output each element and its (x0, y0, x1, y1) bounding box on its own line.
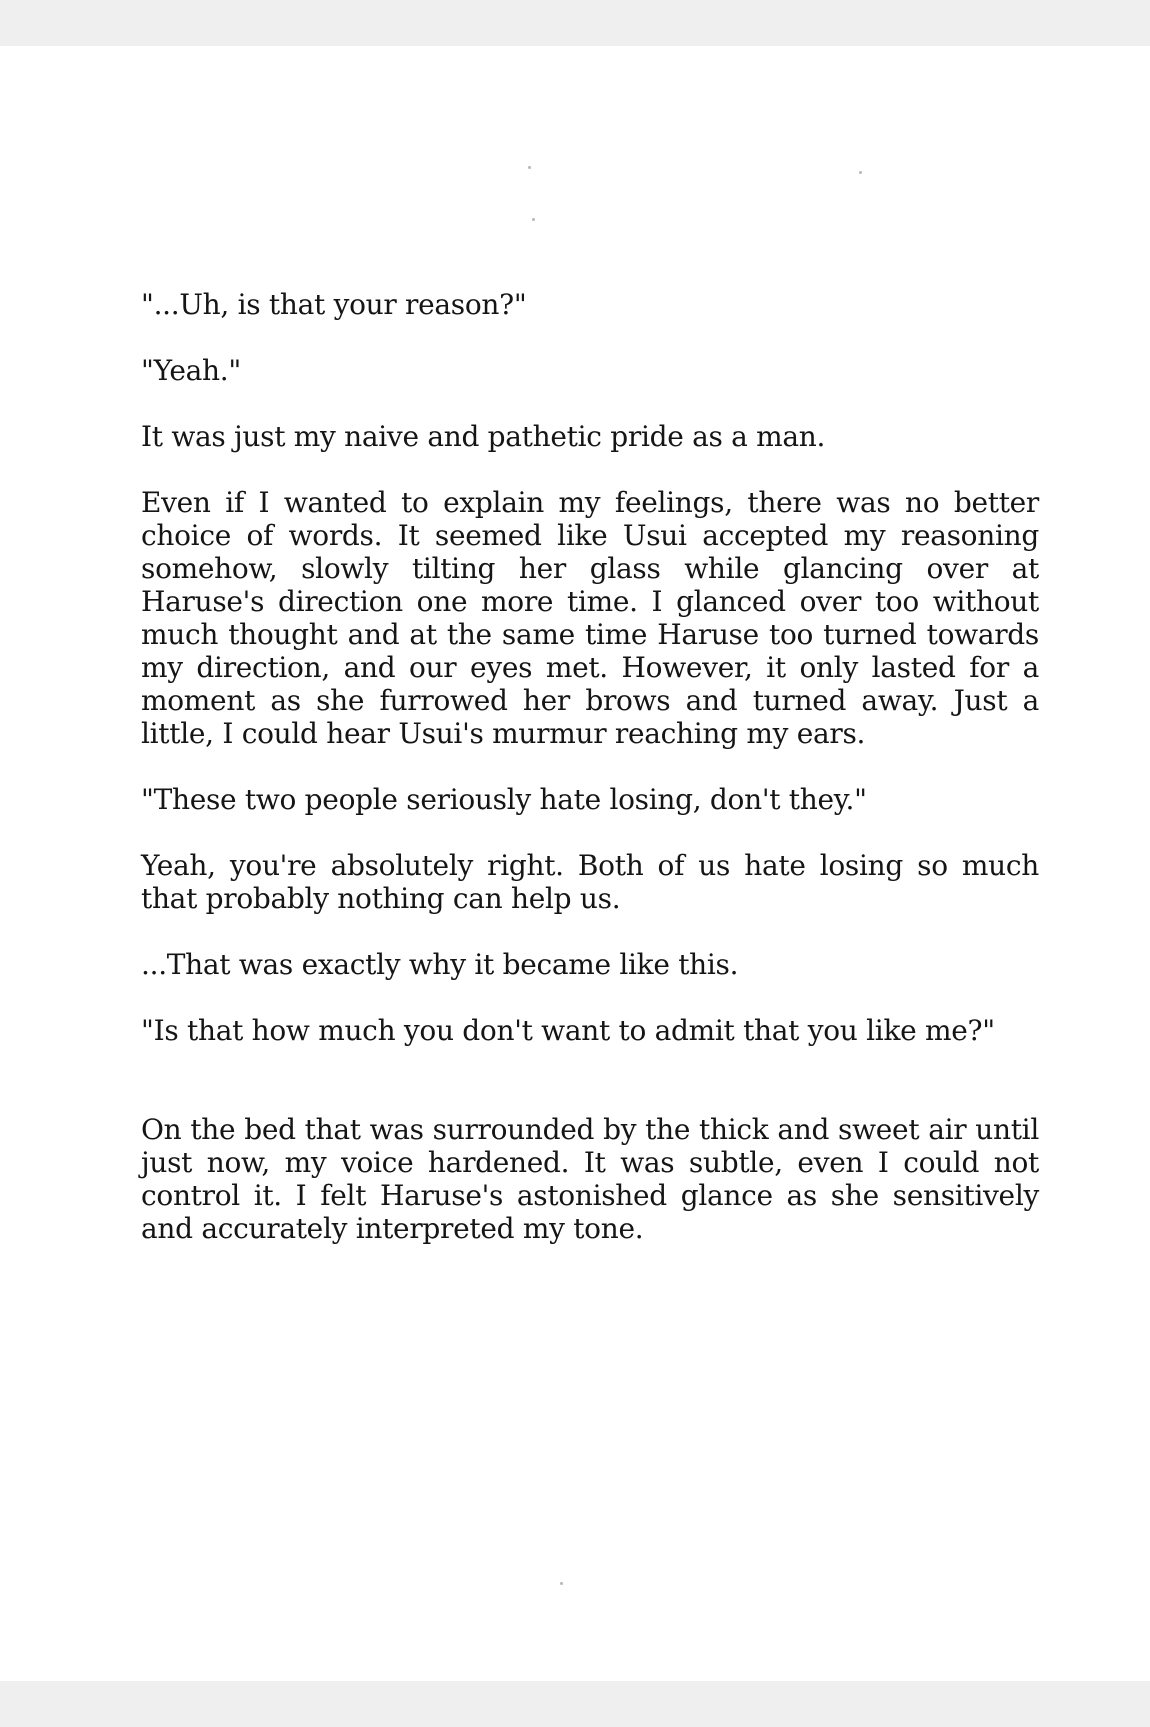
narration-paragraph: It was just my naive and pathetic pride as a man. (141, 420, 826, 453)
body-text (141, 288, 1039, 1278)
ink-speck (528, 166, 531, 169)
ink-speck (560, 1582, 563, 1585)
narration-paragraph: Even if I wanted to explain my feelings, there was no better choice of words. It seemed like Usui accepted my reasoning somehow, slowly tilting her glass while glancing over at Haruse's direction one more time. I glanced over too without much thought and at the same time Haruse too turned towards my direction, and our eyes met. However, it only lasted for a moment as she furrowed her brows and turned away. Just a little, I could hear Usui's murmur reaching my ears. (141, 486, 1039, 750)
ink-speck (532, 218, 535, 221)
narration-paragraph: ...That was exactly why it became like this. (141, 948, 739, 981)
ink-speck (859, 171, 862, 174)
dialogue-line: "Yeah." (141, 354, 241, 387)
dialogue-line: "Is that how much you don't want to admit that you like me?" (141, 1014, 995, 1047)
narration-paragraph: On the bed that was surrounded by the thick and sweet air until just now, my voice hardened. It was subtle, even I could not control it. I felt Haruse's astonished glance as she sensitively and accurately interpreted my tone. (141, 1113, 1039, 1245)
dialogue-line: "...Uh, is that your reason?" (141, 288, 527, 321)
dialogue-line: "These two people seriously hate losing, don't they." (141, 783, 867, 816)
narration-paragraph: Yeah, you're absolutely right. Both of us hate losing so much that probably nothing can help us. (141, 849, 1039, 915)
